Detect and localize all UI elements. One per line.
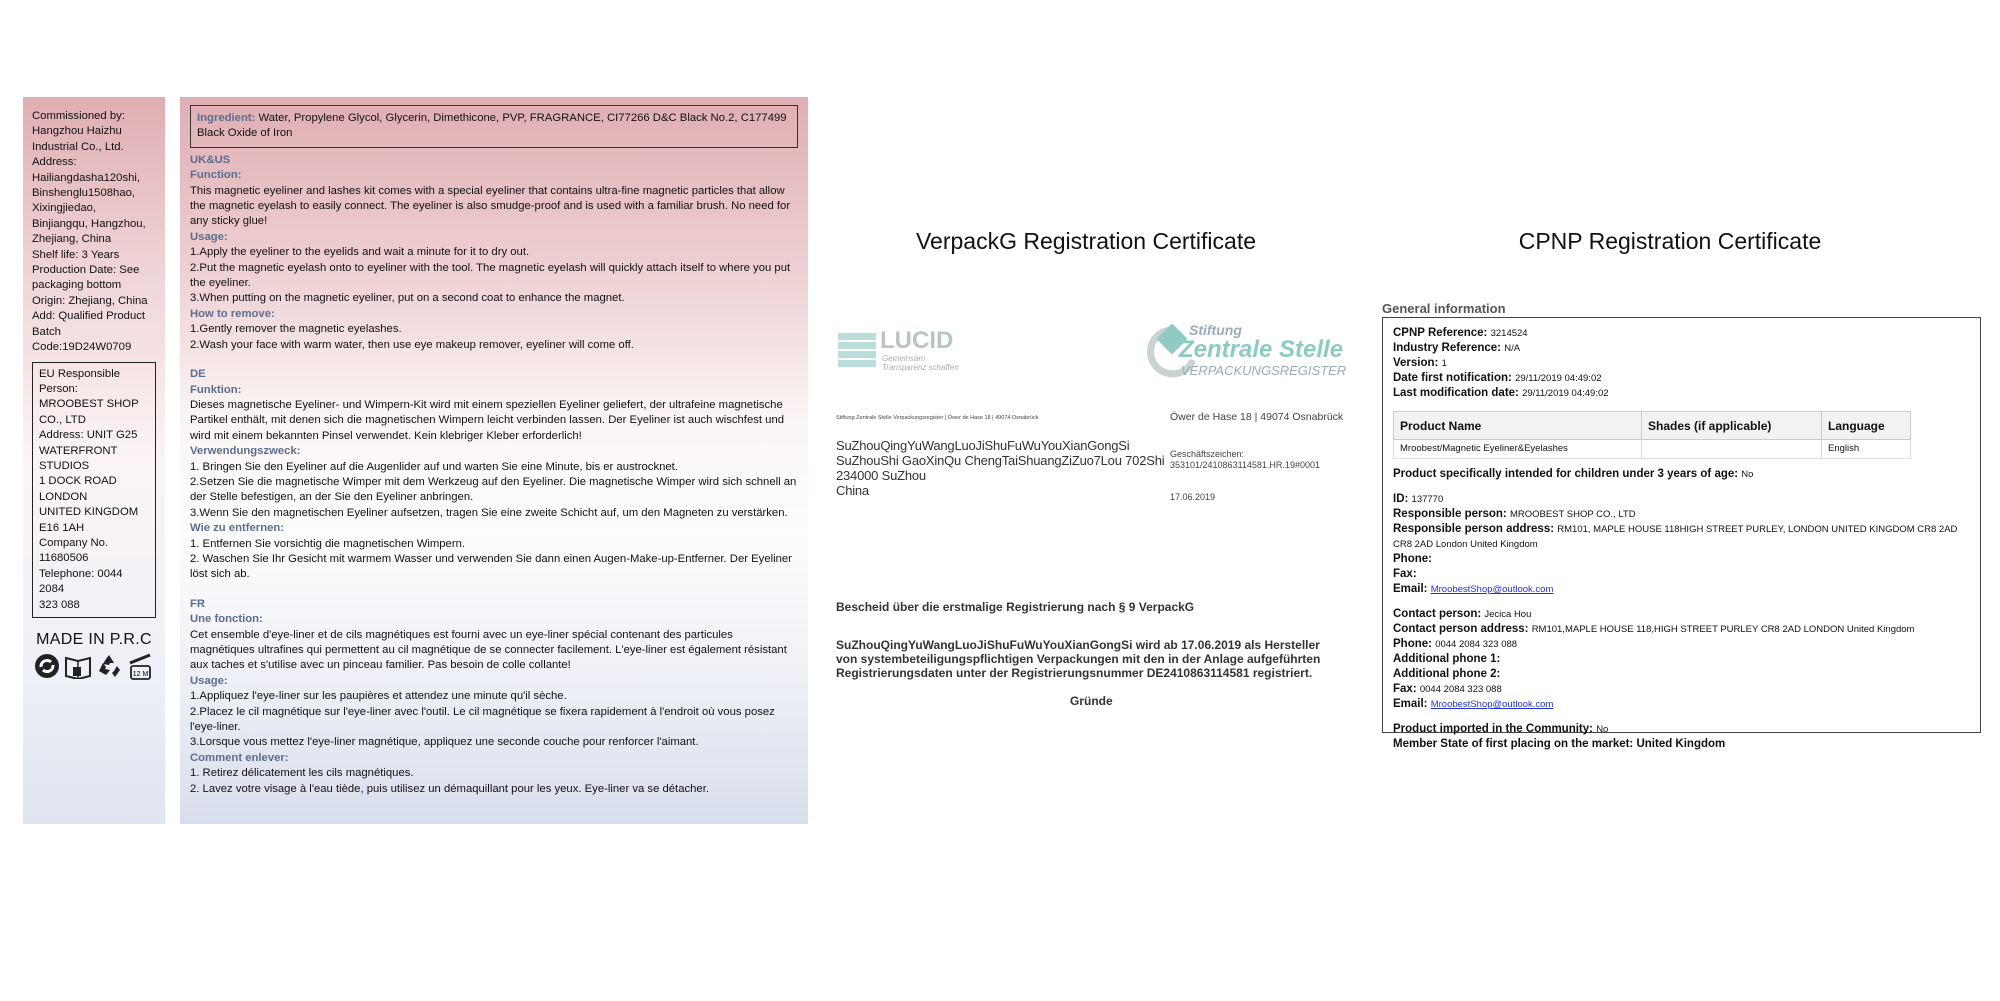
cpnp-info-box: CPNP Reference: 3214524 Industry Reference: N/A Version: 1 Date first notification: 29/11/2019 04:49:02 Last modification date: 29/11/2019 04:49:02 Product Name Shades (if applicable) Language Mroobest/Magnetic Eyeliner&Eyelashes English Product specifically intended for children under 3 years of age: No ID: 137770 Responsible person: MROOBEST SHOP CO., LTD Responsible person address: RM101, MAPLE HOUSE 118HIGH STREET PURLEY, LONDON UNITED KINGDOM CR8 2AD CR8 2AD London United Kingdom Phone: Fax: Email: MroobestShop@outlook.com Contact person: Jecica Hou Contact person address: RM101,MAPLE HOUSE 118,HIGH STREET PURLEY CR8 2AD LONDON United Kingdom Phone: 0044 2084 323 088 Additional phone 1: Additional phone 2: Fax: 0044 2084 323 088 Email: MroobestShop@outlook.com Product imported in the Community: No Member State of first placing on the market: United Kingdom <box>1382 317 1981 733</box>
info-field: Date first notification: 29/11/2019 04:49:02 <box>1393 372 1602 384</box>
text-line: MROOBEST SHOP <box>39 398 139 411</box>
text-line: CO., LTD <box>39 413 86 426</box>
section-heading: Comment enlever: <box>190 751 289 764</box>
info-field: Additional phone 1: <box>1393 653 1501 665</box>
text-line: UNITED KINGDOM <box>39 506 139 519</box>
email-link[interactable]: MroobestShop@outlook.com <box>1430 699 1554 710</box>
text-line: Commissioned by: <box>32 110 125 122</box>
text-line: SuZhouShi GaoXinQu ChengTaiShuangZiZuo7Lou 702Shi <box>836 453 1165 468</box>
instruction-text: 1. Entfernen Sie vorsichtig die magnetischen Wimpern. <box>190 537 466 550</box>
subject-line: Bescheid über die erstmalige Registrierung nach § 9 VerpackG <box>836 600 1195 614</box>
info-field: Responsible person: MROOBEST SHOP CO., LTD <box>1393 508 1636 520</box>
text-line: packaging bottom <box>32 279 122 292</box>
certificate-date: 17.06.2019 <box>1170 492 1216 502</box>
language-heading: DE <box>190 368 206 381</box>
instruction-text: 3.Wenn Sie den magnetischen Eyeliner aufsetzen, tragen Sie eine zweite Schicht auf, um den Magneten zu verstärken. <box>190 506 788 519</box>
text-line: Xixingjiedao, <box>32 202 97 215</box>
text-line: Address: UNIT G25 <box>39 429 138 442</box>
text-line: Binjiangqu, Hangzhou, <box>32 217 146 230</box>
info-field: Industry Reference: N/A <box>1393 342 1521 354</box>
instruction-text: 2.Put the magnetic eyelash onto to eyeliner with the tool. The magnetic eyelash will quickly attach itself to where you put the eyeliner. <box>190 261 791 290</box>
text-line: 1 DOCK ROAD <box>39 475 117 488</box>
made-in-label: MADE IN P.R.C <box>36 631 152 648</box>
section-heading: Function: <box>190 169 242 182</box>
instruction-text: Cet ensemble d'eye-liner et de cils magnétiques est fourni avec un eye-liner spécial contenant des particules magnétiques ultrafines qui permettent au cil magnétique de se connecter facilement. L'eye-liner est également résistant aux taches et s'utilise avec un pinceau familier. Pas besoin de colle collante! <box>190 628 787 672</box>
instruction-text: 1. Bringen Sie den Eyeliner auf die Augenlider auf und warten Sie eine Minute, bis er austrocknet. <box>190 460 678 473</box>
text-line: Batch <box>32 325 61 338</box>
text-line: China <box>836 483 869 498</box>
text-line: SuZhouQingYuWangLuoJiShuFuWuYouXianGongSi <box>836 438 1130 453</box>
label-icons <box>32 653 156 681</box>
verpackg-title: VerpackG Registration Certificate <box>915 228 1257 254</box>
member-state-field: Member State of first placing on the market: United Kingdom <box>1393 738 1726 750</box>
text-line: Hailiangdasha120shi, <box>32 171 141 184</box>
text-line: Zhejiang, China <box>32 233 112 246</box>
instruction-text: This magnetic eyeliner and lashes kit comes with a special eyeliner that contains ultra-fine magnetic particles that allow the magnetic eyelash to easily connect. The eyeliner is also smudge-proof and is used with a familiar brush. No need for any sticky glue! <box>190 184 791 228</box>
instruction-text: 2. Waschen Sie Ihr Gesicht mit warmem Wasser und verwenden Sie dann einen Augen-Make-up-Entferner. Der Eyeliner löst sich ab. <box>190 552 792 581</box>
ingredient-label: Ingredient: <box>197 112 256 124</box>
text-line: SuZhouQingYuWangLuoJiShuFuWuYouXianGongSi wird ab 17.06.2019 als Hersteller <box>836 638 1320 652</box>
instruction-text: 1.Apply the eyeliner to the eyelids and wait a minute for it to dry out. <box>190 246 530 259</box>
section-heading: Une fonction: <box>190 613 263 626</box>
instruction-text: Dieses magnetische Eyeliner- und Wimpern-Kit wird mit einem speziellen Eyeliner geliefert, der ultrafeine magnetische Partikel enthält, mit denen sich die magnetischen Wimpern leicht verbinden lassen. Der Eyeliner ist auch wischfest und wird mit einem bekannten Pinsel verwendet. Kein klebriger Kleber erforderlich! <box>190 398 785 442</box>
info-field: Last modification date: 29/11/2019 04:49:02 <box>1393 387 1609 399</box>
text-line: Address: <box>32 156 77 169</box>
ingredient-text: Water, Propylene Glycol, Glycerin, Dimethicone, PVP, FRAGRANCE, CI77266 D&C Black No.2, C177499 Black Oxide of Iron <box>197 112 787 140</box>
cpnp-title: CPNP Registration Certificate <box>1518 228 1822 254</box>
text-line: Origin: Zhejiang, China <box>32 294 148 307</box>
text-line: 323 088 <box>39 598 80 611</box>
recycle-icon <box>96 653 122 679</box>
section-heading: Wie zu entfernen: <box>190 522 285 535</box>
sender-line: Stiftung Zentrale Stelle Verpackungsregister | Öwer de Hase 18 | 49074 Osnabrück <box>836 415 1039 421</box>
table-row: Mroobest/Magnetic Eyeliner&Eyelashes English <box>1394 440 1911 459</box>
info-field: Responsible person address: RM101, MAPLE HOUSE 118HIGH STREET PURLEY, LONDON UNITED KINGDOM CR8 2AD CR8 2AD London United Kingdom <box>1393 523 1958 550</box>
text-line: Telephone: 0044 2084 <box>39 567 123 596</box>
instruction-text: 1. Retirez délicatement les cils magnétiques. <box>190 767 414 780</box>
section-heading: How to remove: <box>190 307 275 320</box>
eu-responsible-person-box <box>32 362 156 619</box>
instruction-text: 3.When putting on the magnetic eyeliner, put on a second coat to enhance the magnet. <box>190 292 625 305</box>
text-line: E16 1AH <box>39 521 85 534</box>
imported-field: Product imported in the Community: No <box>1393 723 1609 735</box>
product-label-instructions-panel <box>180 97 808 824</box>
info-field: Contact person address: RM101,MAPLE HOUSE 118,HIGH STREET PURLEY CR8 2AD LONDON United Kingdom <box>1393 623 1915 635</box>
instruction-sections <box>190 153 798 797</box>
lucid-logo: LUCID Gemeinsam Transparenz schaffen <box>836 327 976 377</box>
product-table: Product Name Shades (if applicable) Language Mroobest/Magnetic Eyeliner&Eyelashes English <box>1393 411 1911 459</box>
manufacturer-info <box>32 109 156 356</box>
green-dot-icon <box>34 653 60 679</box>
instruction-text: 2. Lavez votre visage à l'eau tiède, puis utilisez un démaquillant pour les yeux. Eye-liner va se détacher. <box>190 782 709 795</box>
svg-text:12 M: 12 M <box>132 671 149 679</box>
text-line: Production Date: See <box>32 264 140 277</box>
reasons-heading: Gründe <box>1070 694 1113 708</box>
language-heading: FR <box>190 597 206 610</box>
info-field: Fax: <box>1393 568 1417 580</box>
instruction-text: 2.Wash your face with warm water, then use eye makeup remover, eyeliner will come off. <box>190 338 634 351</box>
text-line: Person: <box>39 382 78 395</box>
text-line: LONDON <box>39 490 88 503</box>
info-field: Additional phone 2: <box>1393 668 1501 680</box>
text-line: Industrial Co., Ltd. <box>32 140 124 153</box>
12m-pao-icon <box>126 653 154 681</box>
instruction-text: 2.Placez le cil magnétique sur l'eye-liner avec l'outil. Le cil magnétique se fixera rapidement à l'endroit où vous posez l'eye-liner. <box>190 705 775 734</box>
text-line: Add: Qualified Product <box>32 310 146 323</box>
info-field: Fax: 0044 2084 323 088 <box>1393 683 1502 695</box>
info-field: Version: 1 <box>1393 357 1447 369</box>
text-line: WATERFRONT <box>39 444 118 457</box>
info-field: Phone: <box>1393 553 1432 565</box>
text-line: Binshenglu1508hao, <box>32 187 136 200</box>
section-heading: Usage: <box>190 230 228 243</box>
reference-block: Geschäftszeichen: 353101/2410863114581.HR.19#0001 <box>1170 449 1320 470</box>
language-heading: UK&US <box>190 153 231 166</box>
text-line: EU Responsible <box>39 367 121 380</box>
text-line: STUDIOS <box>39 459 90 472</box>
office-address: Öwer de Hase 18 | 49074 Osnabrück <box>1170 411 1344 423</box>
text-line: Shelf life: 3 Years <box>32 248 120 261</box>
product-label-left-panel <box>23 97 165 824</box>
instruction-text: 3.Lorsque vous mettez l'eye-liner magnétique, appliquez une seconde couche pour renforcer l'aimant. <box>190 736 699 749</box>
text-line: Hangzhou Haizhu <box>32 125 122 138</box>
recipient-address <box>836 438 1164 498</box>
instruction-text: 1.Gently remover the magnetic eyelashes. <box>190 323 402 336</box>
info-field: Phone: 0044 2084 323 088 <box>1393 638 1518 650</box>
general-information-heading: General information <box>1382 301 1506 316</box>
section-heading: Verwendungszweck: <box>190 445 301 458</box>
children-field: Product specifically intended for children under 3 years of age: No <box>1393 468 1754 480</box>
text-line: 234000 SuZhou <box>836 468 926 483</box>
info-field: CPNP Reference: 3214524 <box>1393 327 1528 339</box>
section-heading: Funktion: <box>190 383 242 396</box>
text-line: Registrierungsdaten unter der Registrierungsnummer DE2410863114581 registriert. <box>836 666 1313 680</box>
instruction-text: 1.Appliquez l'eye-liner sur les paupières et attendez une minute qu'il sèche. <box>190 690 567 703</box>
registration-statement <box>836 638 1320 680</box>
instruction-text: 2.Setzen Sie die magnetische Wimper mit dem Werkzeug auf den Eyeliner. Die magnetische Wimper wird sich schnell an der Stelle befestigen, an der Sie den Eyeliner anbringen. <box>190 475 797 504</box>
ingredient-box <box>190 105 798 148</box>
text-line: 11680506 <box>39 552 89 565</box>
text-line: Company No. <box>39 536 109 549</box>
text-line: von systembeteiligungspflichtigen Verpackungen mit den in der Anlage aufgeführten <box>836 652 1321 666</box>
text-line: Code:19D24W0709 <box>32 341 132 354</box>
info-field: Contact person: Jecica Hou <box>1393 608 1532 620</box>
read-manual-icon <box>64 653 92 679</box>
section-heading: Usage: <box>190 674 228 687</box>
zentrale-stelle-logo: Stiftung Zentrale Stelle VERPACKUNGSREGISTER <box>1145 322 1355 380</box>
info-field: ID: 137770 <box>1393 493 1444 505</box>
email-link[interactable]: MroobestShop@outlook.com <box>1430 584 1554 595</box>
